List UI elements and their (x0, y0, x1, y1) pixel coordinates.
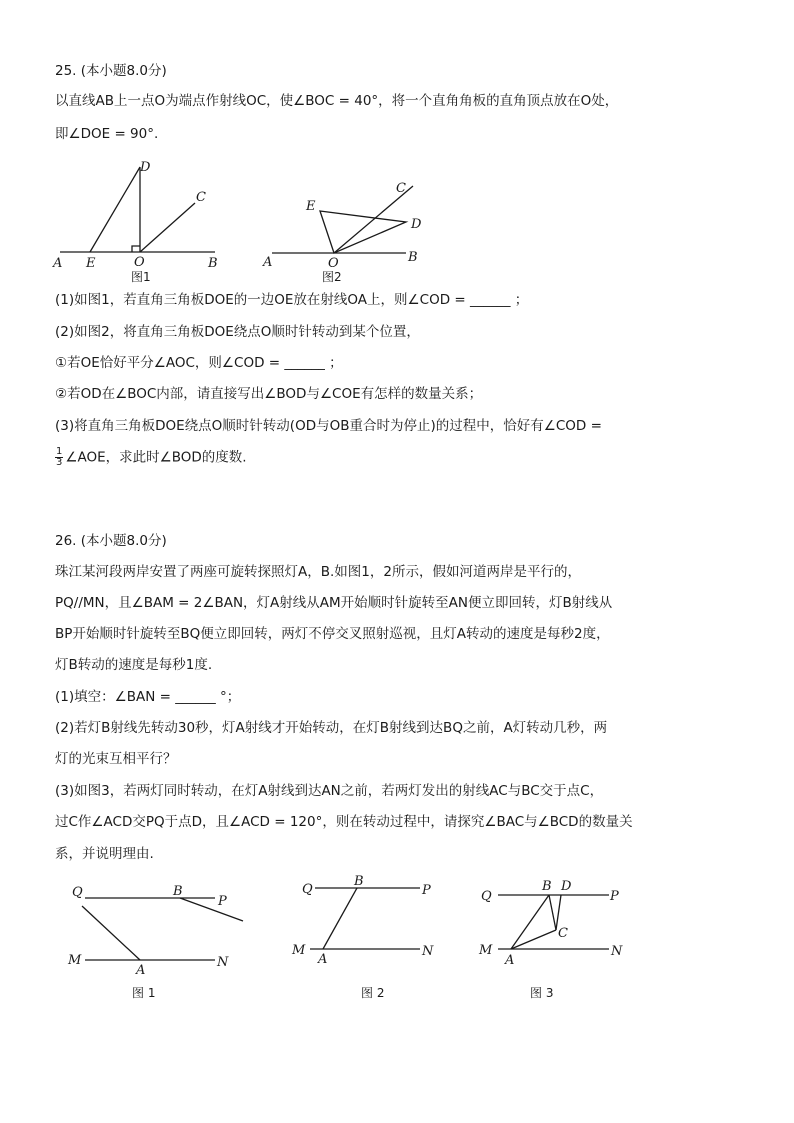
fig1-label-a: A (53, 256, 63, 271)
fig26-2-label-p: P (422, 883, 431, 898)
q25-figure-1 (50, 155, 230, 285)
q26-part-3-cont: 过C作∠ACD交PQ于点D，且∠ACD = 120°，则在转动过程中，请探究∠BAC与∠BCD的数量关 (55, 814, 633, 830)
fig1-label-d: D (140, 160, 151, 175)
fig26-3-segment-cd (556, 895, 561, 930)
q25-figure-2 (258, 178, 438, 286)
fig26-3-label-m: M (479, 943, 493, 958)
q26-line-3: BP开始顺时针旋转至BQ便立即回转，两灯不停交叉照射巡视，且灯A转动的速度是每秒2度， (55, 626, 610, 642)
fig26-2-label-q: Q (302, 882, 313, 897)
fig26-1-label-n: N (217, 955, 229, 970)
q25-part-2-sub2: ②若OD在∠BOC内部，请直接写出∠BOD与∠COE有怎样的数量关系； (55, 386, 483, 402)
q25-line-2: 即∠DOE = 90°. (55, 126, 159, 142)
fig26-1-beam-b (180, 898, 243, 921)
fig26-2-line-ab (323, 888, 357, 949)
fig1-label-b: B (208, 256, 218, 271)
fig26-2-label-b: B (354, 874, 364, 889)
fig1-segment-ed (90, 167, 140, 252)
fig26-1-label-q: Q (72, 885, 83, 900)
q26-line-1: 珠江某河段两岸安置了两座可旋转探照灯A，B.如图1，2所示，假如河道两岸是平行的， (55, 564, 581, 580)
q26-figure-1 (60, 878, 260, 1003)
fig1-label-e: E (86, 256, 96, 271)
q26-header: 26. (本小题8.0分) (55, 533, 167, 549)
q26-line-2: PQ//MN，且∠BAM = 2∠BAN，灯A射线从AM开始顺时针旋转至AN便立即回转，灯B射线从 (55, 595, 613, 611)
fig26-1-caption: 图 1 (132, 986, 156, 1000)
q26-part-1: (1)填空：∠BAN = ______ °； (55, 689, 241, 705)
fig1-label-c: C (196, 190, 206, 205)
fig1-caption: 图1 (131, 270, 151, 284)
q25-part-2-sub1: ①若OE恰好平分∠AOC，则∠COD = ______ ； (55, 355, 343, 371)
fig26-1-label-m: M (68, 953, 82, 968)
q26-part-3-end: 系，并说明理由. (55, 846, 154, 862)
fig1-label-o: O (134, 255, 145, 270)
q25-part-1: (1)如图1，若直角三角板DOE的一边OE放在射线OA上，则∠COD = ______ ； (55, 292, 529, 308)
q26-line-4: 灯B转动的速度是每秒1度. (55, 657, 213, 673)
fig26-3-caption: 图 3 (530, 986, 554, 1000)
fraction-one-third: $\frac{1}{3}$ (56, 446, 63, 468)
fig26-3-label-d: D (561, 879, 572, 894)
fig2-label-d: D (411, 217, 422, 232)
fig2-label-c: C (396, 181, 406, 196)
q26-part-3: (3)如图3，若两灯同时转动，在灯A射线到达AN之前，若两灯发出的射线AC与BC交于点C， (55, 783, 604, 799)
fig26-1-label-p: P (218, 894, 227, 909)
fig2-label-e: E (306, 199, 316, 214)
q25-part-2: (2)如图2，将直角三角板DOE绕点O顺时针转动到某个位置， (55, 324, 420, 340)
fig2-caption: 图2 (322, 270, 342, 284)
fig26-3-label-b: B (542, 879, 552, 894)
fig2-label-a: A (263, 255, 273, 270)
fig2-ray-oc (334, 186, 413, 253)
q25-part-3-cont: $\frac{1}{3}$ ∠AOE，求此时∠BOD的度数. (56, 446, 247, 468)
fig2-triangle-doe (320, 211, 406, 253)
fig1-ray-oc (140, 203, 195, 252)
q26-figure-2 (290, 875, 450, 1003)
fig26-1-label-a: A (136, 963, 146, 978)
fig26-3-label-q: Q (481, 889, 492, 904)
fig26-2-label-a: A (318, 952, 328, 967)
fig26-3-label-a: A (505, 953, 515, 968)
fig26-1-label-b: B (173, 884, 183, 899)
q25-part-3: (3)将直角三角板DOE绕点O顺时针转动(OD与OB重合时为停止)的过程中，恰好有∠COD = (55, 418, 602, 434)
q25-header: 25. (本小题8.0分) (55, 63, 167, 79)
fig26-3-label-n: N (611, 944, 623, 959)
q26-figure-3 (476, 875, 636, 1003)
q26-part-2: (2)若灯B射线先转动30秒，灯A射线才开始转动，在灯B射线到达BQ之前，A灯转动几秒，两 (55, 720, 608, 736)
fig2-label-o: O (328, 256, 339, 271)
fig26-2-label-n: N (422, 944, 434, 959)
fig26-1-beam-a (82, 906, 140, 960)
q26-part-2-cont: 灯的光束互相平行？ (55, 751, 177, 767)
fig26-2-label-m: M (292, 943, 306, 958)
q25-line-1: 以直线AB上一点O为端点作射线OC，使∠BOC = 40°，将一个直角角板的直角顶点放在O处， (55, 93, 619, 109)
fig26-3-label-p: P (610, 889, 619, 904)
fig26-2-caption: 图 2 (361, 986, 385, 1000)
fig26-3-label-c: C (558, 926, 568, 941)
fig26-3-ray-bc (549, 895, 556, 930)
fig2-label-b: B (408, 250, 418, 265)
fig1-right-angle-mark (132, 246, 140, 252)
